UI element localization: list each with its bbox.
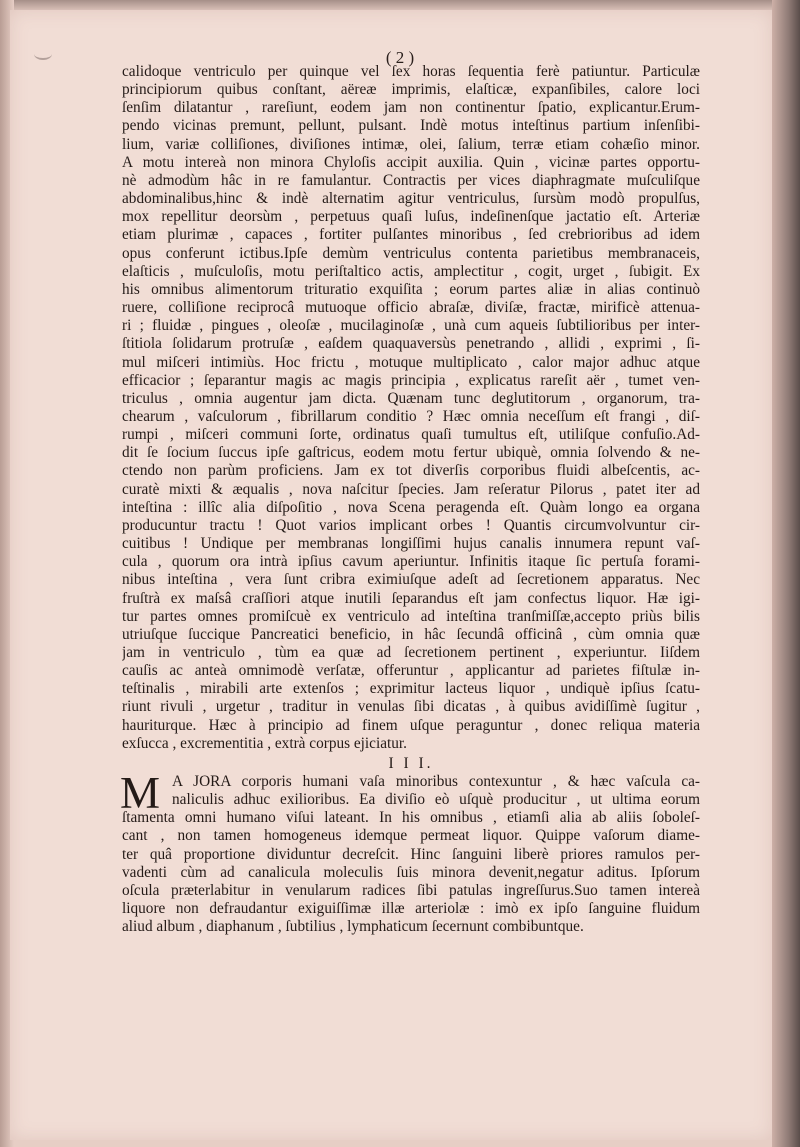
text-line: ruere, colliſione reciprocâ mutuoque officio abraſæ, diviſæ, fractæ, mirificè attenua- <box>122 299 700 317</box>
text-line: lium, variæ colliſiones, diviſiones intimæ, olei, ſalium, terræ etiam cohæſio minor. <box>122 135 700 153</box>
text-line: etiam plurimæ , capaces , fortiter pulſantes minoribus , ſed crebrioribus ad idem <box>122 226 700 244</box>
text-line: producuntur tractu ! Quot varios implicant orbes ! Quantis circumvolvuntur cir- <box>122 516 700 534</box>
text-line: elaſticis , muſculoſis, motu periſtaltico actis, amplectitur , cogit, urget , ſubigit. Ex <box>122 262 700 280</box>
text-line: curatè mixti & æqualis , nova naſcitur ſpecies. Jam reſeratur Pilorus , patet iter ad <box>122 480 700 498</box>
book-gutter <box>772 0 800 1147</box>
text-line: inteſtina : illîc alia diſpoſitio , nova Scena peragenda eſt. Quàm longo ea organa <box>122 498 700 516</box>
text-line: nibus inteſtina , vera ſunt cribra eximiuſque adeſt ad ſecretionem apparatus. Nec <box>122 571 700 589</box>
text-line: ſtamenta omni humano viſui lateant. In his omnibus , etiamſi alia ab aliis ſoboleſ- <box>122 809 700 827</box>
text-line: mul miſceri intimiùs. Hoc frictu , motuque multiplicato , calor major adhuc atque <box>122 353 700 371</box>
section-heading-3: I I I. <box>388 754 434 772</box>
text-line: cuitibus ! Undique per membranas longiſſimi hujus canalis innumera repunt vaſ- <box>122 535 700 553</box>
text-line: teſtinalis , mirabili arte extenſos ; exprimitur lacteus liquor , undiquè ipſius ſcatu- <box>122 680 700 698</box>
text-line: cula , quorum ora intrà ipſius cavum aperiuntur. Infinitis itaque ſic pertuſa forami- <box>122 553 700 571</box>
text-line: mox repellitur deorsùm , perpetuus quaſi luſus, indeſinenſque jactatio eſt. Arteriæ <box>122 208 700 226</box>
text-line: efficacior ; ſeparantur magis ac magis principia , explicatus rareſit aër , tumet ven- <box>122 371 700 389</box>
text-line: cant , non tamen homogeneus idemque permeat liquor. Quippe vaſorum diame- <box>122 827 700 845</box>
text-line: aliud album , diaphanum , ſubtilius , lymphaticum ſecernunt combibuntque. <box>122 918 584 936</box>
text-line: liquore non defraudantur exiguiſſimæ illæ arteriolæ : imò ex ipſo ſanguine fluidum <box>122 900 700 918</box>
text-line: abdominalibus,hinc & indè alternatim agitur ventriculus, ſursùm modò propulſus, <box>122 190 700 208</box>
text-line: vadenti cùm ad canalicula moleculis ſuis minora devenit,negatur aditus. Ipſorum <box>122 863 700 881</box>
text-line: triculus , omnia augentur jam dicta. Quænam tunc deglutitorum , organorum, tra- <box>122 389 700 407</box>
text-line: tur partes omnes promiſcuè ex ventriculo ad inteſtina tranſmiſſæ,accepto priùs bilis <box>122 607 700 625</box>
text-line: exſucca , excrementitia , extrà corpus ejiciatur. <box>122 734 407 752</box>
page-number: ( 2 ) <box>385 48 415 67</box>
text-line: ctendo non parùm proficiens. Jam ex tot diverſis corporibus fluidi albeſcentis, ac- <box>122 462 700 480</box>
drop-cap-letter: M <box>120 767 161 818</box>
text-line: ter quâ proportione dividuntur decreſcit. Hinc ſanguini liberè priores ramulos per- <box>122 845 700 863</box>
text-line: dit ſe ſocium ſuccus ipſe gaſtricus, eodem motu fertur ubiquè, omnia ſolvendo & ne- <box>122 444 700 462</box>
text-line: his omnibus alimentorum trituratio exquiſita ; eorum partes aliæ in alias continuò <box>122 280 700 298</box>
text-line: oſcula præterlabitur in venularum radices ſibi patulas ingreſſurus.Suo tamen intereà <box>122 881 700 899</box>
text-line: chearum , vaſculorum , fibrillarum conditio ? Hæc omnia neceſſum eſt frangi , diſ- <box>122 407 700 425</box>
section-2-paragraph <box>122 63 700 753</box>
body-text <box>122 63 700 936</box>
text-line: ſenſim dilatantur , rareſiunt, eodem jam non continentur ſpatio, explicantur.Erum- <box>122 99 700 117</box>
text-line: principiorum quibus conſtant, aëreæ imprimis, elaſticæ, expanſibiles, calore loci <box>122 81 700 99</box>
text-line: opus conferunt ictibus.Ipſe demùm ventriculus contenta parietibus membranaceis, <box>122 244 700 262</box>
text-line: nè admodùm hâc in re famulantur. Contractis per vices diaphragmate muſculiſque <box>122 171 700 189</box>
text-line: jam in ventriculo , tùm ea quæ ad ſecretionem pertinent , experiuntur. Iiſdem <box>122 644 700 661</box>
text-line: pendo vicinas premunt, pellunt, pulsant. Indè motus inteſtinus partium inſenſibi- <box>122 117 700 135</box>
text-line: ſtitiola ſolidarum protruſæ , eaſdem quaquaversùs penetrando , allidi , exprimi , ſi- <box>122 335 700 353</box>
text-line: calidoque ventriculo per quinque vel ſex horas ſequentia ferè patiuntur. Particulæ <box>122 63 700 80</box>
section-3-paragraph <box>120 767 700 936</box>
text-line: A JORA corporis humani vaſa minoribus contexuntur , & hæc vaſcula ca- <box>172 772 700 790</box>
text-line: fruſtrà ex maſsâ craſſiori atque inutili ſeparandus eſt jam confectus liquor. Hæ igi- <box>122 589 700 607</box>
text-line: naliculis adhuc exilioribus. Ea diviſio eò uſquè producitur , ut ultima eorum <box>172 791 700 809</box>
text-line: riunt rivuli , urgetur , traditur in venulas ſibi dicatas , à quibus avidiſſimè ſugitur , <box>122 698 700 716</box>
text-line: cauſis ac anteà omnimodè verſatæ, offeruntur , applicantur ad parietes fiſtulæ in- <box>122 662 700 680</box>
text-line: ri ; fluidæ , pingues , oleoſæ , mucilaginoſæ , unà cum aqueis ſubtilioribus per inter- <box>122 317 700 335</box>
text-line: hauriturque. Hæc à principio ad finem uſque peraguntur , donec reliqua materia <box>122 716 700 734</box>
text-line: utriuſque ſuccique Pancreatici beneficio, in hâc ſecundâ officinâ , cùm omnia quæ <box>122 625 700 643</box>
text-line: rumpi , miſceri communi ſorte, ordinatus quaſi tumultus eſt, utiliſque confuſio.Ad- <box>122 426 700 444</box>
text-line: A motu intereà non minora Chyloſis accipit auxilia. Quin , vicinæ partes opportu- <box>122 153 700 171</box>
